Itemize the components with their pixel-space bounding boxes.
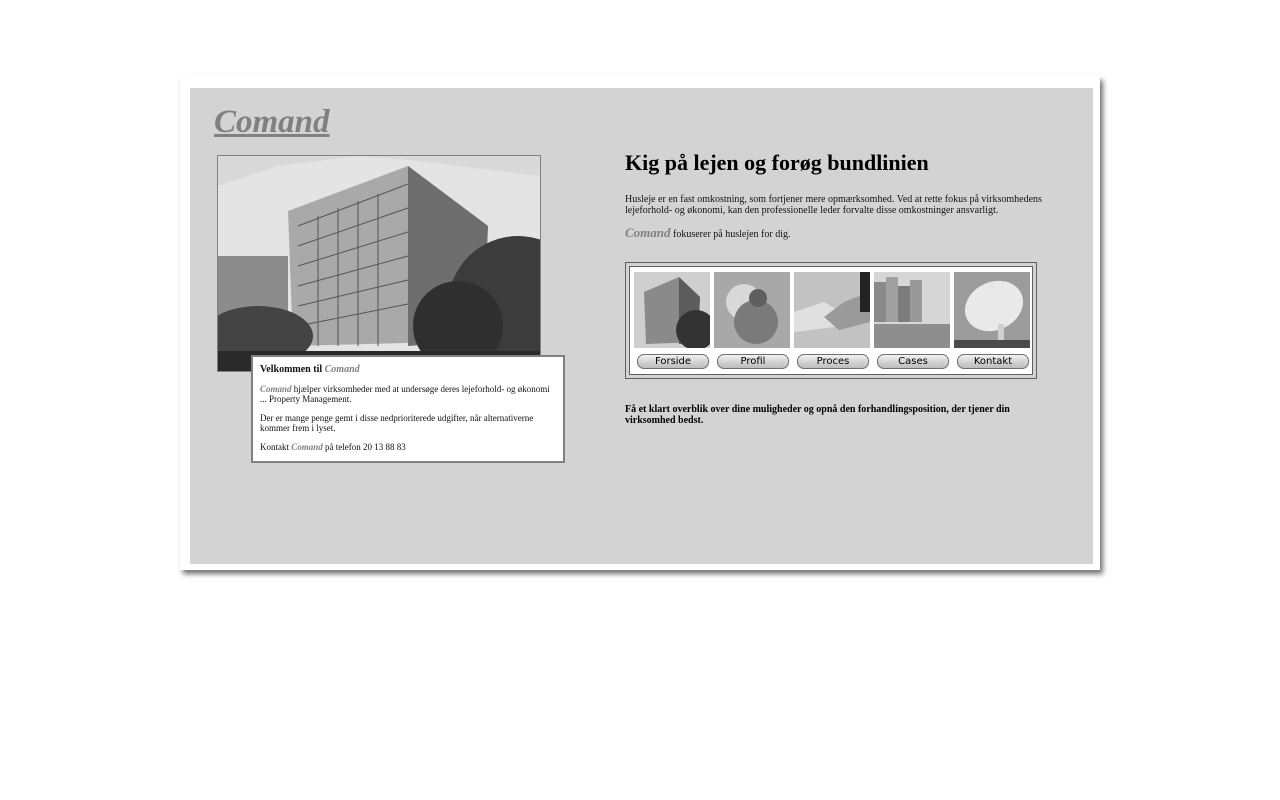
brand-mention: Comand xyxy=(625,225,671,240)
welcome-title-text: Velkommen til xyxy=(260,364,323,375)
nav-button-proces[interactable]: Proces xyxy=(797,354,869,369)
nav-button-profil[interactable]: Profil xyxy=(717,354,789,369)
kontakt-thumbnail[interactable] xyxy=(954,272,1030,348)
brand-mention: Comand xyxy=(291,442,323,452)
welcome-title-brand: Comand xyxy=(324,364,360,375)
image-navigation-inner xyxy=(629,266,1033,375)
building-photo xyxy=(217,155,541,372)
focus-line xyxy=(625,225,1055,241)
contact-prefix: Kontakt xyxy=(260,442,289,452)
contact-phone: på telefon 20 13 88 83 xyxy=(325,442,406,452)
welcome-title xyxy=(260,364,563,375)
main-text-column xyxy=(625,150,1055,241)
nav-button-forside[interactable]: Forside xyxy=(637,354,709,369)
cases-thumbnail[interactable] xyxy=(874,272,950,348)
welcome-paragraph-1 xyxy=(260,384,563,404)
site-logo-link[interactable]: Comand xyxy=(214,104,330,140)
nav-button-kontakt[interactable]: Kontakt xyxy=(957,354,1029,369)
image-navigation xyxy=(625,262,1037,379)
focus-text: fokuserer på huslejen for dig. xyxy=(673,229,791,240)
page-frame xyxy=(180,76,1100,570)
page-headline: Kig på lejen og forøg bundlinien xyxy=(625,150,929,175)
brand-mention: Comand xyxy=(260,384,292,394)
intro-paragraph: Husleje er en fast omkostning, som fortjener mere opmærksomhed. Ved at rette fokus på virksomhedens lejeforhold- og økonomi, kan den professionelle leder forvalte disse omkostninger ansvarligt. xyxy=(625,194,1042,216)
welcome-contact xyxy=(260,442,563,452)
profil-thumbnail[interactable] xyxy=(714,272,790,348)
welcome-paragraph-2: Der er mange penge gemt i disse nedprioriterede udgifter, når alternativerne kommer frem i lyset. xyxy=(260,413,534,433)
welcome-box xyxy=(251,355,565,463)
content-panel xyxy=(190,88,1093,564)
forside-thumbnail[interactable] xyxy=(634,272,710,348)
closing-statement: Få et klart overblik over dine muligheder og opnå den forhandlingsposition, der tjener din virksomhed bedst. xyxy=(625,404,1010,426)
welcome-paragraph-1-text: hjælper virksomheder med at undersøge deres lejeforhold- og økonomi ... Property Management. xyxy=(260,384,550,404)
proces-thumbnail[interactable] xyxy=(794,272,870,348)
nav-button-cases[interactable]: Cases xyxy=(877,354,949,369)
